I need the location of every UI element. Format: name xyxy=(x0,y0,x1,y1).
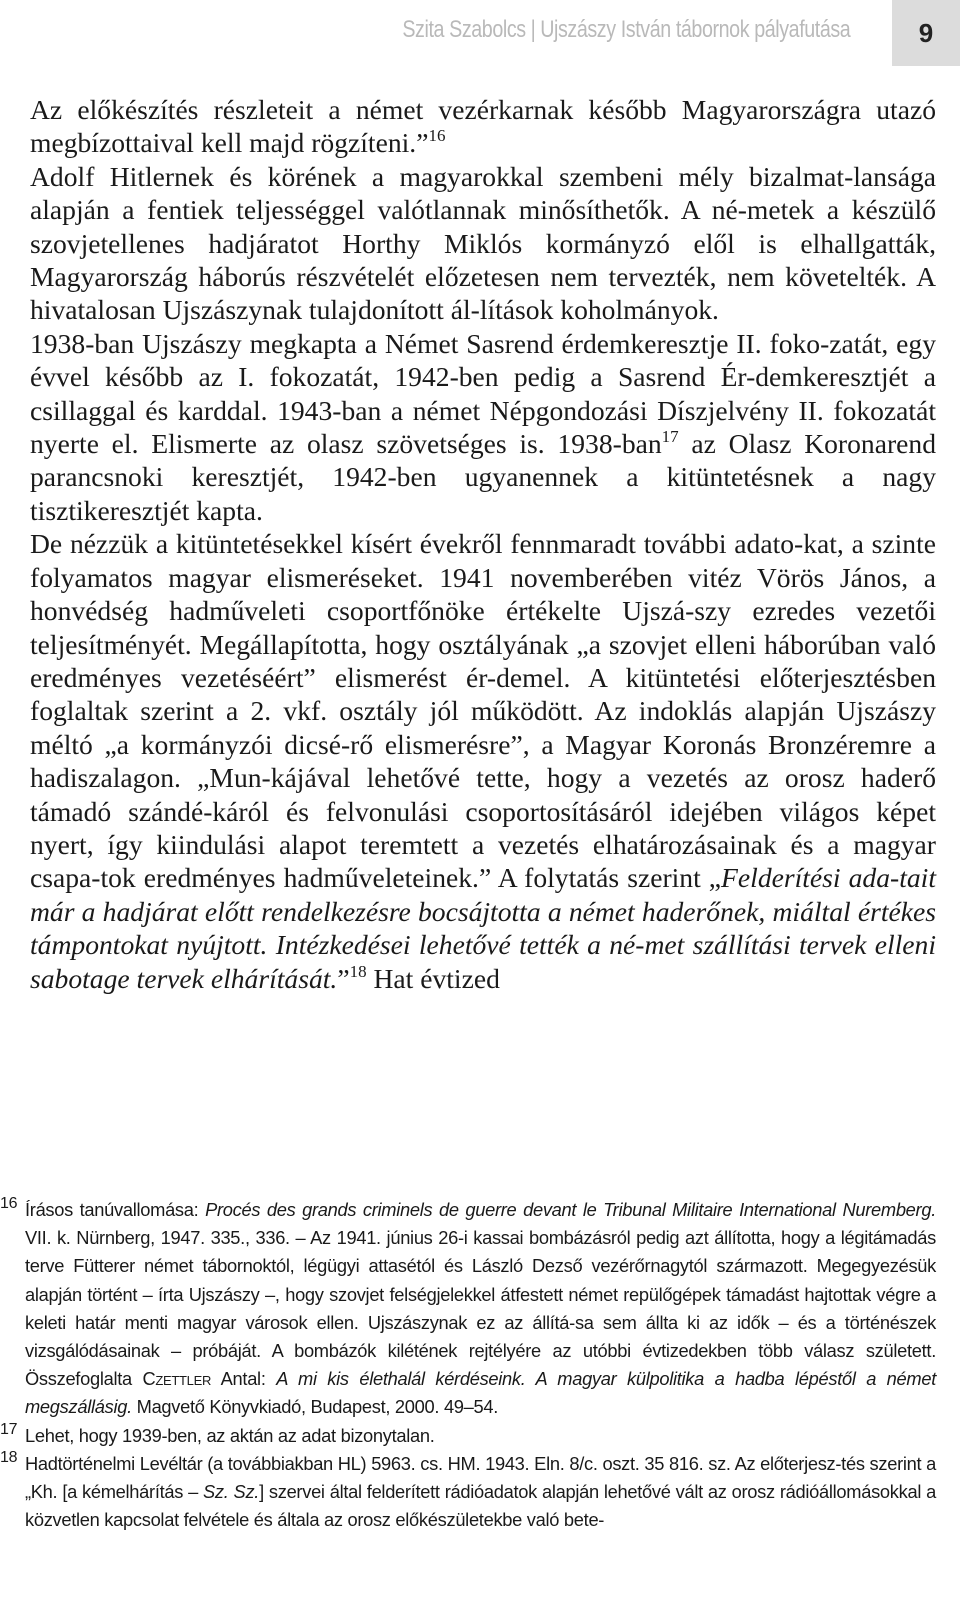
paragraph-4 xyxy=(30,527,936,995)
paragraph-4-close-quote: ” xyxy=(337,962,350,994)
running-head-title: Ujszászy István tábornok pályafutása xyxy=(539,16,850,43)
page-number: 9 xyxy=(892,0,960,66)
paragraph-3-text-a: 1938-ban Ujszászy megkapta a Német Sasrend érdemkeresztje II. foko-zatát, egy évvel később az I. fokozatát, 1942-ben pedig a Sasrend Ér-demkeresztjét a csillaggal és karddal. 1943-ban a német Népgondozási Díszjelvény II. fokozatát nyerte el. Elismerte az olasz szövetséges is. 1938-ban xyxy=(30,327,936,460)
footnote-italic: A mi kis élethalál kérdéseink. A magyar külpolitika a hadba lépéstől a német megszállásig. xyxy=(25,1368,936,1418)
footnote-text: Írásos tanúvallomása: xyxy=(25,1199,206,1220)
paragraph-4-quote: Felderítési ada-tait már a hadjárat előtt rendelkezésre bocsájtotta a német haderőnek, miáltal értékes támpontokat nyújtott. Intézkedései lehetővé tették a né-met szállítási tervek elleni sabotage tervek elhárítását. xyxy=(30,862,936,994)
running-head-separator: | xyxy=(530,16,535,43)
paragraph-3-text-b: az Olasz Koronarend parancsnoki keresztjét, 1942-ben ugyanennek a kitüntetésnek a nagy tisztikeresztjét kapta. xyxy=(30,428,936,526)
footnote-text: Magvető Könyvkiadó, Budapest, 2000. 49–54. xyxy=(131,1396,499,1418)
running-head-author: Szita Szabolcs xyxy=(401,16,526,43)
footnote-text: ] szervei által felderített rádióadatok alapján lehetővé vált az orosz rádióállomásokkal a közvetlen kapcsolat felvétele és általa az orosz előkészületekbe való bete- xyxy=(25,1481,936,1531)
footnote-italic: Procés des grands criminels de guerre devant le Tribunal Militaire International Nuremberg. xyxy=(205,1199,936,1220)
paragraph-4-text-a: De nézzük a kitüntetésekkel kísért évekről fennmaradt további adato-kat, a szinte folyamatos magyar elismeréseket. 1941 novemberében vitéz Vörös János, a honvédség hadműveleti csoportfőnöke értékelte Ujszá-szy ezredes vezetői teljesítményét. Megállapította, hogy osztályának „a szovjet elleni háborúban való eredményes vezetéséért” elismerést ér-demel. A kitüntetési előterjesztésben foglaltak szerint a 2. vkf. osztály jól működött. Az indoklás alapján Ujszászy méltó „a kormányzói dicsé-rő elismerésre”, a Magyar Koronás Bronzéremre a hadiszalagon. „Mun-kájával lehetővé tette, hogy a vezetés az orosz haderő támadó szándé-káról és felvonulási csoportosításáról idejében világos képet nyert, így kiindulási alapot teremtett a vezetés elhatározásainak és a magyar csapa-tok eredményes hadműveleteinek.” A folytatás szerint „ xyxy=(30,528,936,894)
paragraph-1 xyxy=(30,93,936,160)
paragraph-1-text: Az előkészítés részleteit a német vezérkarnak később Magyarországra utazó megbízottaival kell majd rögzíteni.” xyxy=(30,94,936,159)
paragraph-4-text-b: Hat évtized xyxy=(366,962,500,994)
footnote-16 xyxy=(0,1196,936,1422)
footnotes xyxy=(0,1196,936,1534)
footnote-text: Antal: xyxy=(211,1368,277,1390)
footnote-text: VII. k. Nürnberg, 1947. 335., 336. – Az 1941. június 26-i kassai bombázásról pedig azt állította, hogy a légitámadás terve Fütterer német tábornoktól, légügyi attasétól és László Dezső vezérőrnagytól származott. Megegyezésük alapján történt – írta Ujszászy –, hogy szovjet felségjelekkel átfestett német repülőgépek támadást hajtottak végre a keleti határ menti magyar városok ellen. Ujszászynak ez az állítá-sa sem állta ki az idők – és a történészek vizsgálódásainak – próbáját. A bombázók kilétének rejtélyére az utóbbi évtizedekben több válasz született. Összefoglalta xyxy=(25,1227,936,1390)
footnote-text: Lehet, hogy 1939-ben, az aktán az adat bizonytalan. xyxy=(25,1424,435,1446)
footnote-ref-18: 18 xyxy=(349,961,367,981)
footnote-18 xyxy=(0,1450,936,1535)
body-text xyxy=(30,93,936,995)
footnote-italic: Sz. Sz. xyxy=(203,1481,260,1503)
footnote-number: 17 xyxy=(0,1420,18,1438)
footnote-number: 18 xyxy=(0,1448,18,1466)
running-head xyxy=(402,16,850,44)
footnote-17 xyxy=(0,1422,936,1450)
footnote-number: 16 xyxy=(0,1195,18,1212)
page-header xyxy=(0,0,960,66)
paragraph-2: Adolf Hitlernek és körének a magyarokkal szembeni mély bizalmat-lansága alapján a fentiek teljességgel valótlannak minősíthetők. A né-metek a készülő szovjetellenes hadjáratot Horthy Miklós kormányzó elől is elhallgatták, Magyarország háborús részvételét előzetesen nem tervezték, nem követelték. A hivatalosan Ujszászynak tulajdonított ál-lítások koholmányok. xyxy=(30,160,936,326)
footnote-ref-17: 17 xyxy=(661,427,679,447)
footnote-ref-16: 16 xyxy=(428,126,446,146)
footnote-author-name: Czettler xyxy=(142,1368,212,1390)
paragraph-3 xyxy=(30,327,936,527)
footnote-text: Hadtörténelmi Levéltár (a továbbiakban HL) 5963. cs. HM. 1943. Eln. 8/c. oszt. 35 816. sz. Az előterjesz-tés szerint a „Kh. [a kémelhárítás – xyxy=(25,1452,936,1503)
